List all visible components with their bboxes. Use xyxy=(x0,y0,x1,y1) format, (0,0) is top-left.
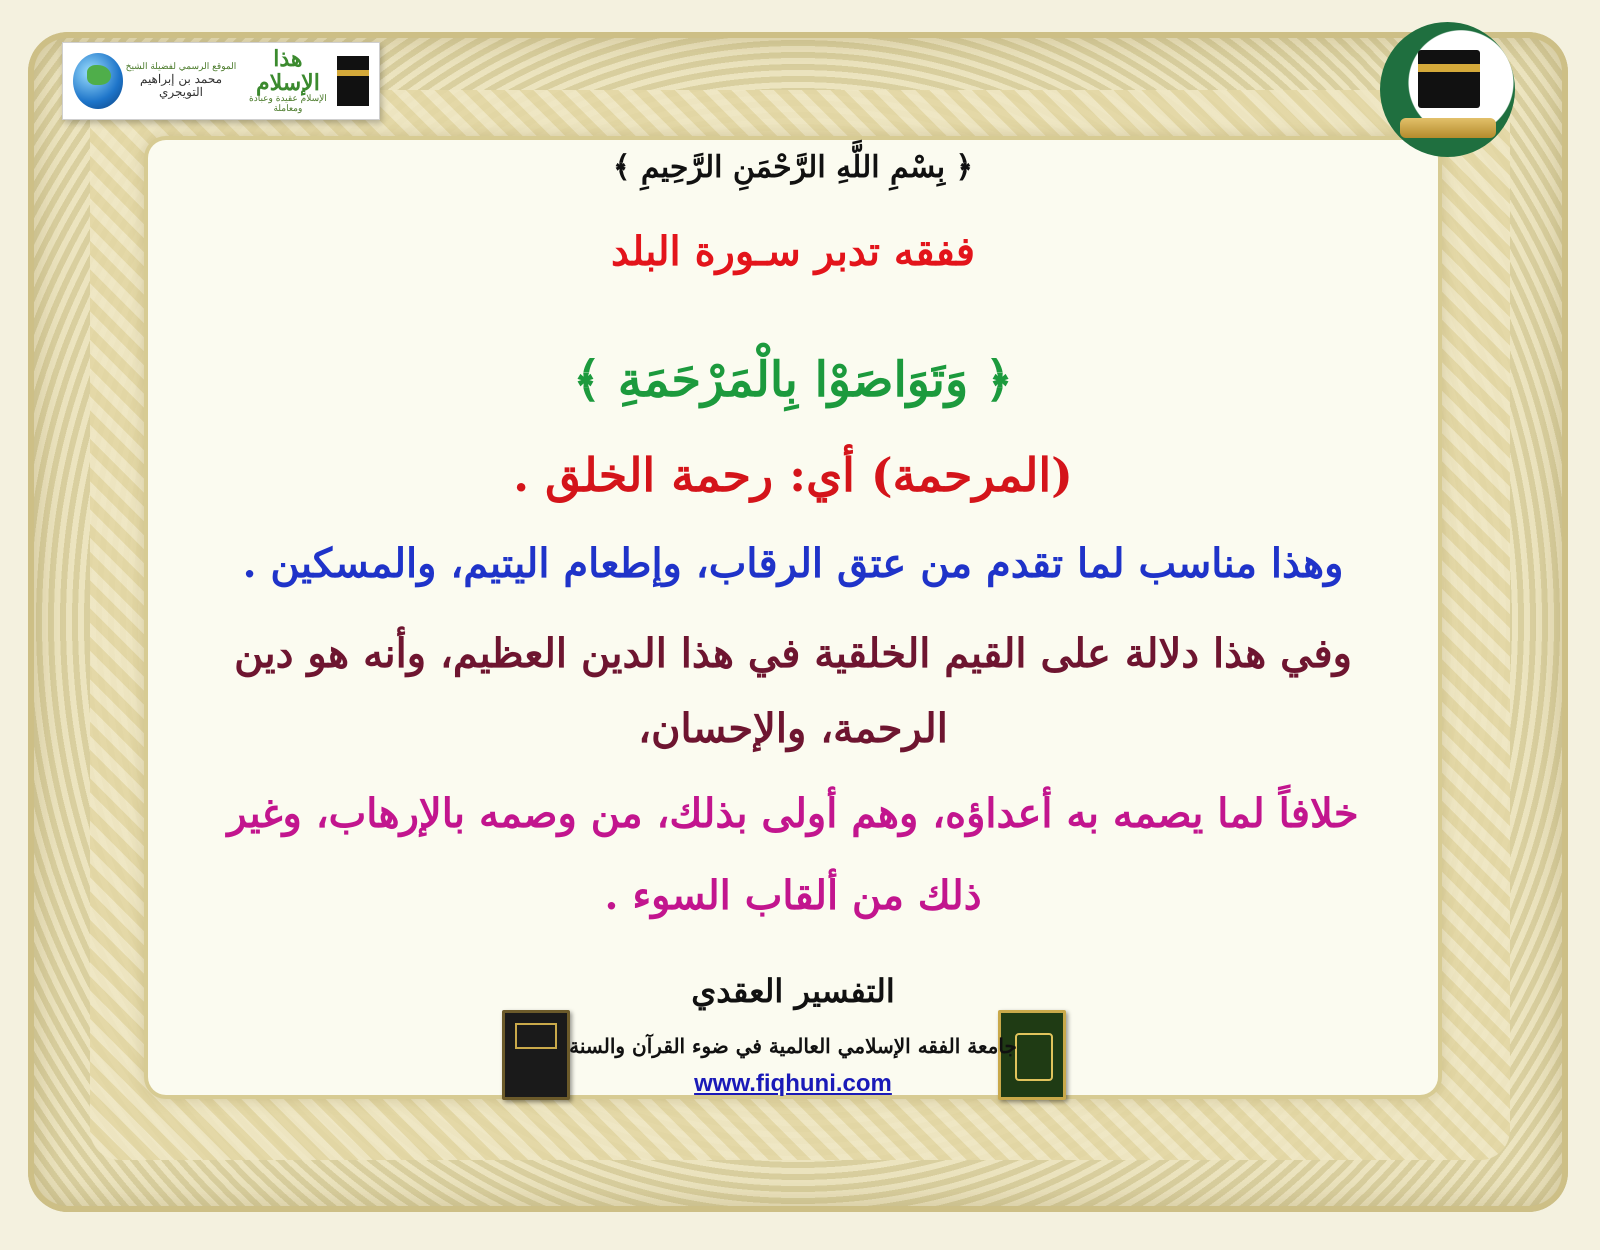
sheikh-site-label xyxy=(123,63,239,99)
brand-logo xyxy=(239,47,337,115)
brand-name: هذا الإسلام xyxy=(255,45,320,97)
site-logo-banner xyxy=(62,42,380,120)
site-line: الموقع الرسمي لفضيلة الشيخ xyxy=(125,61,237,72)
commentary-line-2: وفي هذا دلالة على القيم الخلقية في هذا الدين العظيم، وأنه هو دين xyxy=(234,630,1352,677)
commentary-line-4: خلافاً لما يصمه به أعداؤه، وهم أولى بذلك، من وصمه بالإرهاب، وغير xyxy=(227,790,1359,837)
sheikh-name: محمد بن إبراهيم التويجري xyxy=(139,71,223,99)
website-link[interactable]: www.fiqhuni.com xyxy=(694,1070,892,1097)
commentary-line-5: ذلك من ألقاب السوء . xyxy=(604,872,982,919)
verse-meaning: (المرحمة) أي: رحمة الخلق . xyxy=(513,448,1073,502)
kaaba-icon xyxy=(337,56,369,106)
source-title: التفسير العقدي xyxy=(691,972,895,1010)
commentary-line-3: الرحمة، والإحسان، xyxy=(638,705,948,752)
page-title: ففقه تدبر سـورة البلد xyxy=(611,228,975,275)
globe-icon xyxy=(73,53,123,109)
brand-tagline: الإسلام عقيدة وعبادة ومعاملة xyxy=(248,94,327,115)
emblem-ribbon xyxy=(1400,118,1496,138)
emblem-kaaba-icon xyxy=(1418,50,1480,108)
basmala: ﴿ بِسْمِ اللَّهِ الرَّحْمَنِ الرَّحِيمِ ﴾ xyxy=(612,150,974,185)
content-panel xyxy=(148,140,1438,1095)
quran-verse: ﴿ وَتَوَاصَوْا بِالْمَرْحَمَةِ ﴾ xyxy=(573,352,1013,408)
commentary-line-1: وهذا مناسب لما تقدم من عتق الرقاب، وإطعام اليتيم، والمسكين . xyxy=(242,540,1344,587)
university-name: جامعة الفقه الإسلامي العالمية في ضوء القرآن والسنة xyxy=(569,1034,1017,1058)
